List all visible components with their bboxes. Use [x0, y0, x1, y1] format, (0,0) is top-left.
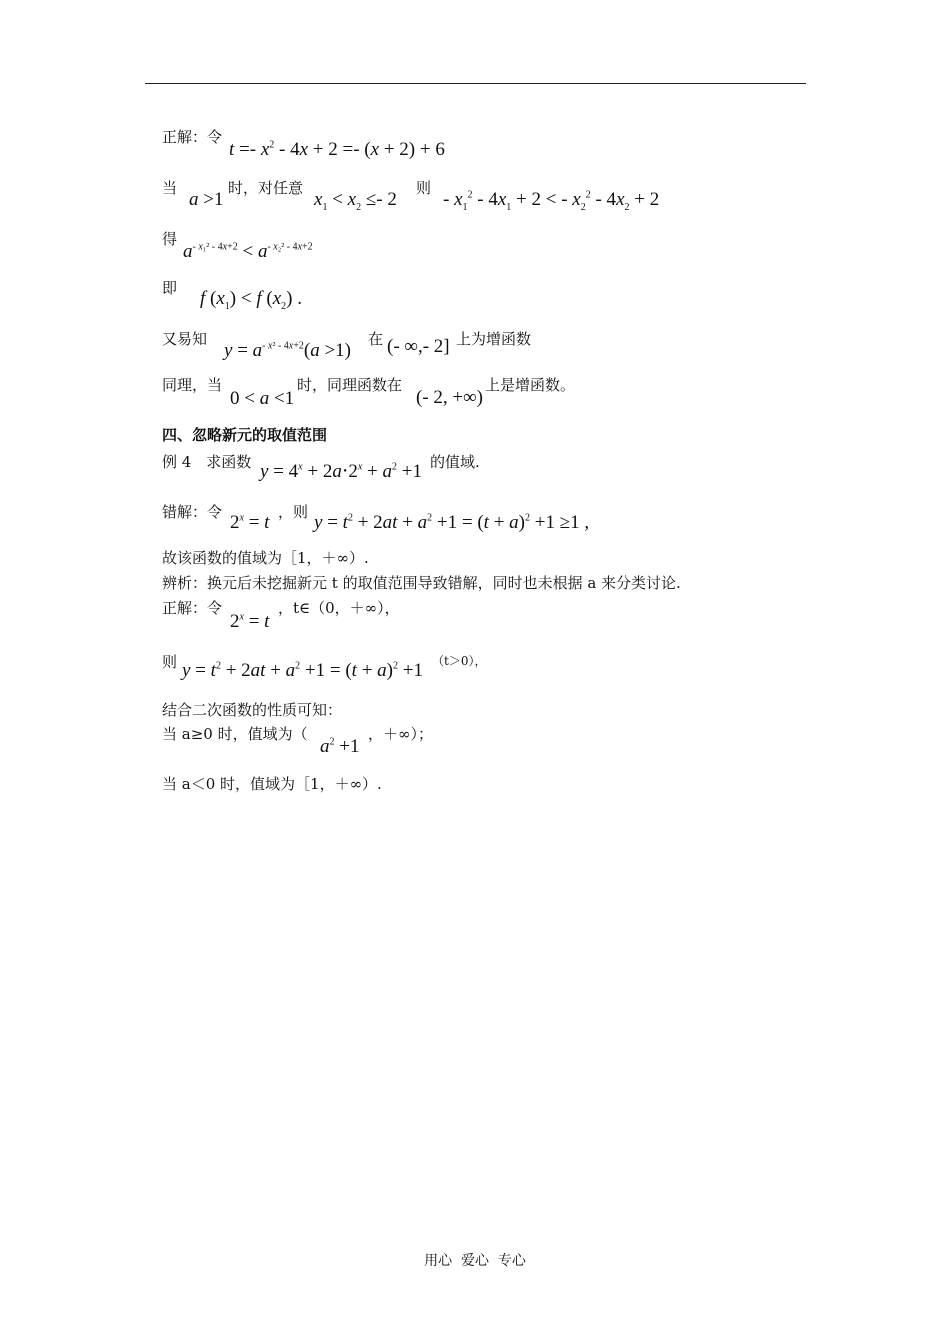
line-on-text: 在	[368, 330, 384, 348]
formula-2x-eq-t: $2^x = t$	[230, 512, 270, 533]
combine-text: 结合二次函数的性质可知：	[162, 701, 343, 719]
formula-correct-result: $y = t^2 + 2at + a^2 +1 = (t + a)^2 +1$	[182, 660, 423, 681]
line-similarly-label: 同理，当	[162, 376, 223, 394]
wrong-solution-label: 错解：令	[162, 503, 223, 521]
header-rule	[145, 83, 806, 84]
formula-interval-pos-inf: (- 2, +∞)	[416, 387, 483, 408]
analysis-text: 辨析：换元后未挖掘新元 t 的取值范围导致错解，同时也未根据 a 来分类讨论.	[162, 574, 681, 592]
page-footer: 用心 爱心 专心	[424, 1253, 526, 1269]
then-condition: （t＞0），	[432, 654, 487, 668]
formula-example-function: $y = 4^x + 2a\cdot 2^x + a^2 +1$	[260, 461, 422, 482]
wrong-solution-then: ，则	[278, 503, 309, 521]
line-when-label: 当	[162, 179, 178, 197]
formula-x1-lt-x2: $x_1 < x_2 \le- 2$	[314, 189, 397, 213]
correct-range-text: ，t∈（0，＋∞），	[278, 599, 400, 617]
line-obtain-label: 得	[162, 230, 178, 248]
case-a-nonneg-start: 当 a≥0 时，值域为（	[162, 725, 308, 743]
line-then-text: 则	[416, 179, 432, 197]
formula-t-substitution: $t =- x^2 - 4x + 2 =- (x + 2) + 6$	[229, 139, 445, 160]
formula-a-between: 0 < a <1	[230, 388, 295, 409]
line-similarly-mid: 时，同理函数在	[297, 376, 403, 394]
section-heading: 四、忽略新元的取值范围	[162, 426, 328, 444]
case-a-negative: 当 a＜0 时，值域为［1，＋∞）.	[162, 775, 382, 793]
formula-interval-neg-inf: (- ∞,- 2]	[387, 336, 450, 357]
line-namely-label: 即	[162, 279, 178, 297]
correct-solution-label: 正解：令	[162, 599, 223, 617]
formula-2x-eq-t-correct: $2^x = t$	[230, 611, 270, 632]
example-4-end: 的值域.	[430, 453, 480, 471]
formula-a-squared-plus-1: $a^2 +1$	[320, 736, 360, 757]
line-increasing-text: 上为增函数	[456, 330, 532, 348]
formula-wrong-result: $y = t^2 + 2at + a^2 +1 = (t + a)^2 +1 \ge 1$ ,	[314, 512, 590, 533]
case-a-nonneg-end: ，＋∞）；	[368, 725, 433, 743]
line-similarly-end: 上是增函数。	[485, 376, 576, 394]
example-4-label: 例 4 求函数	[162, 453, 252, 471]
formula-a-gt-1: a >1	[189, 189, 224, 210]
line-correct-solution-label: 正解：令	[162, 128, 223, 146]
formula-f-compare: f $(x_1) < f$ $(x_2)$ .	[200, 288, 302, 312]
formula-exponent-compare: $a^{- x_1^2 - 4x+2} < a^{- x_2^2 - 4x+2}$	[183, 241, 313, 262]
formula-quadratic-compare: - $x_1^2 - 4x_1 + 2$ < - $x_2^2 - 4x_2 + 2$	[443, 189, 660, 213]
then-label: 则	[162, 653, 178, 671]
line-for-any-text: 时，对任意	[228, 179, 304, 197]
formula-y-exponential: $y = a^{- x^2 - 4x+2}(a >1)$	[224, 340, 351, 361]
wrong-conclusion: 故该函数的值域为［1，＋∞）.	[162, 549, 369, 567]
line-also-known-label: 又易知	[162, 330, 208, 348]
